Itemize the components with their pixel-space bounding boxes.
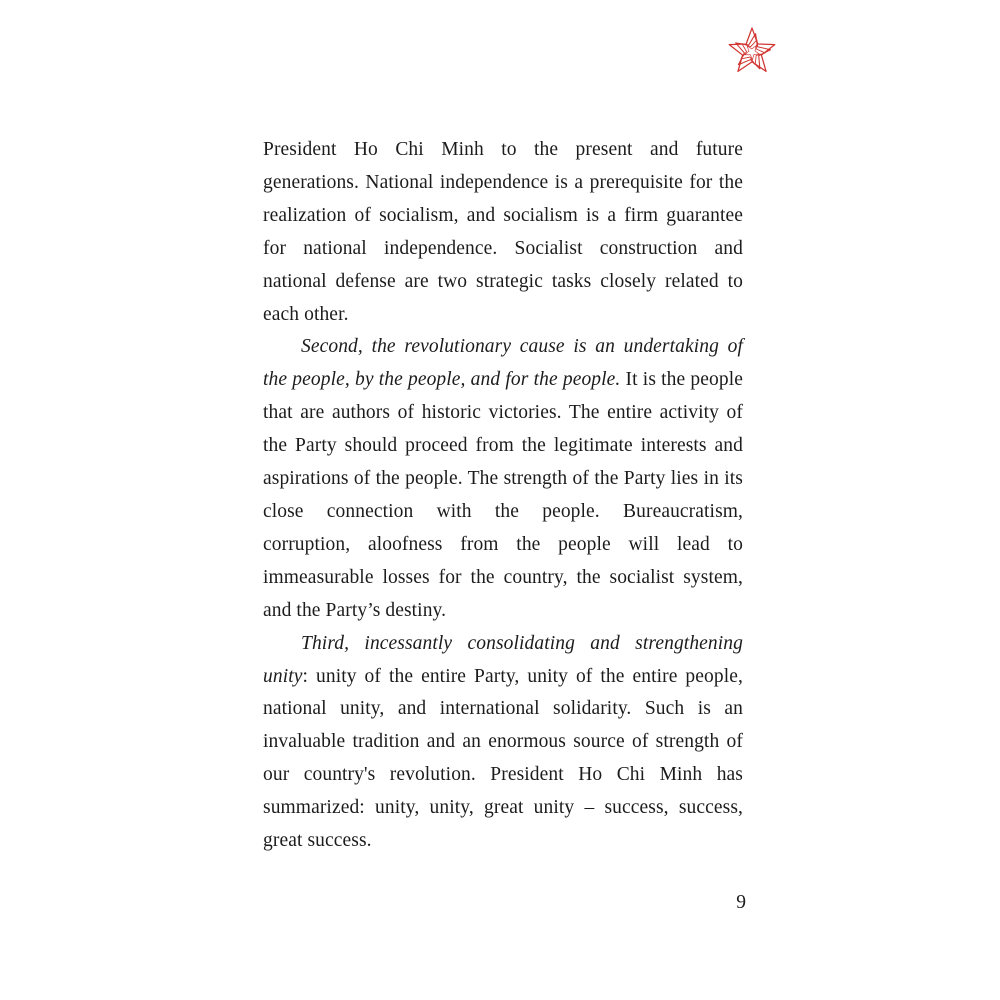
paragraph xyxy=(263,628,743,858)
text-segment: President Ho Chi Minh to the present and future generations. National independence is a prerequisite for the realization of socialism, and socialism is a firm guarantee for national independence. Socialist construction and national defense are two strategic tasks closely related to each other. xyxy=(263,139,743,325)
page-number: 9 xyxy=(736,892,746,913)
italic-text-segment: Third, incessantly consolidating and strengthening unity xyxy=(263,632,743,687)
publisher-star-logo-icon xyxy=(726,26,778,78)
text-segment: : unity of the entire Party, unity of the entire people, national unity, and international solidarity. Such is an invaluable tradition and an enormous source of strength of our country's revolution. President Ho Chi Minh has summarized: unity, unity, great unity – success, success, great success. xyxy=(263,665,743,852)
paragraph xyxy=(263,134,743,331)
paragraph xyxy=(263,331,743,627)
body-text xyxy=(263,134,743,858)
text-segment: It is the people that are authors of historic victories. The entire activity of the Party should proceed from the legitimate interests and aspirations of the people. The strength of the Party lies in its close connection with the people. Bureaucratism, corruption, aloofness from the people will lead to immeasurable losses for the country, the socialist system, and the Party’s destiny. xyxy=(263,369,744,621)
italic-text-segment: Second, the revolutionary cause is an undertaking of the people, by the people, and for the people. xyxy=(263,336,743,391)
